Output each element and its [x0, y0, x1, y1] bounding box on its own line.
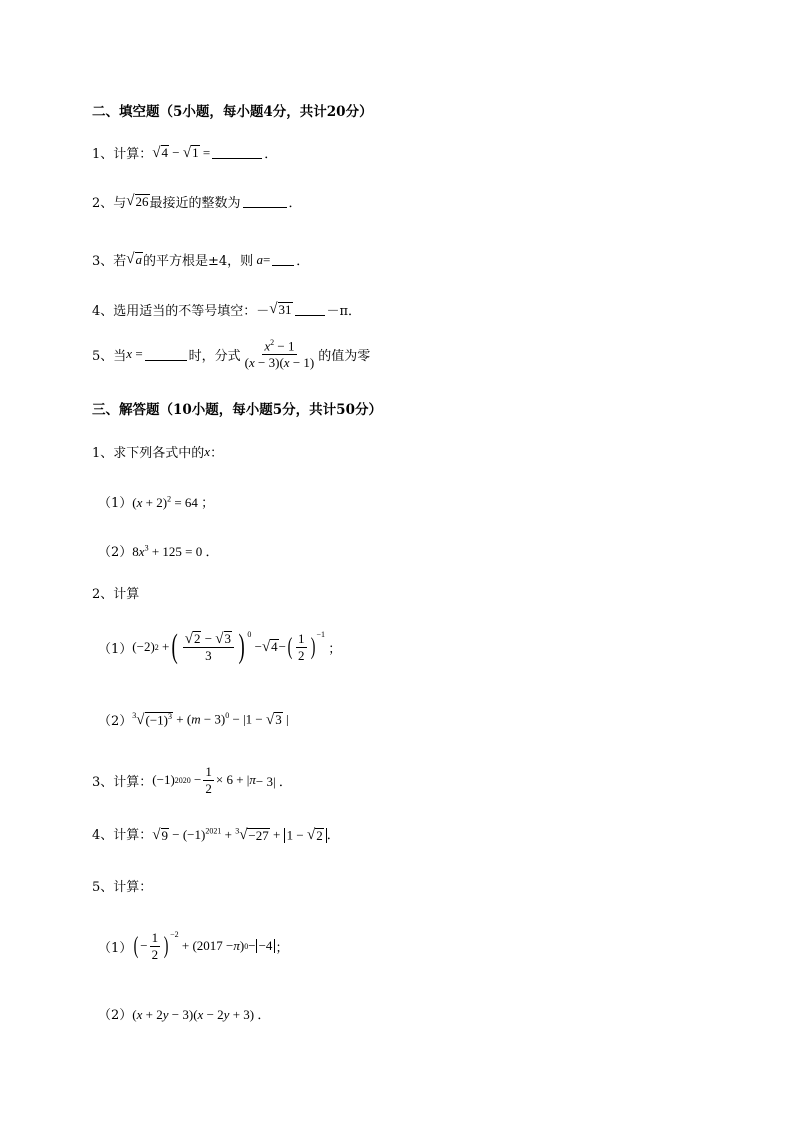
solve-question-5b: （2） (x + 2y − 3)(x − 2y + 3) ． [98, 1004, 270, 1023]
section-2-heading: 二、填空题（5小题，每小题4分，共计20分） [92, 104, 373, 120]
math-expression: $(x + 2)^2 = 64$ ； [132, 494, 215, 510]
fill-question-4: 4、选用适当的不等号填空：－ √ 31 －π． [92, 301, 362, 319]
math-expression: $8x^3 + 125 = 0$ ． [132, 543, 219, 559]
solve-question-3: 3、计算： (−1) 2020 − $\frac{1}{2}$ × 6 + | π − 3| ． [92, 764, 292, 796]
math-expression: √ 4 − √ 1 = [152, 144, 211, 161]
math-expression: (−2) 2 + ( √ 2 − √ 3 3 ) $^0$ − √ 4 − ( $\frac{1}{2}$ ) $^{-1}$ ； [132, 628, 342, 665]
solve-question-1b: （2） $8x^3 + 125 = 0$ ． [98, 541, 218, 560]
solve-question-2: 2、计算 [92, 587, 140, 602]
answer-blank[interactable] [295, 303, 325, 316]
answer-blank[interactable] [145, 348, 187, 361]
fill-question-3: 3、若 √ a 的平方根是±4，则 a = ． [92, 251, 310, 269]
math-expression: $^3$ √ $(-1)^3$ + $(m - 3)^0 - |1$ − √ 3 | [132, 711, 289, 728]
math-expression: √ 9 − $(-1)^{2021} + ^3$ √ −27 + 1 − √ 2 ． [152, 826, 340, 843]
math-expression: ( − $\frac{1}{2}$ ) $^{-2}$ + (2017 − π ) 0 − −4 ； [133, 930, 289, 962]
question-label: 1、计算： [92, 147, 153, 162]
solve-question-2a: （1） (−2) 2 + ( √ 2 − √ 3 3 ) $^0$ − √ 4 − ( $\frac{1}{2}$ ) $^{-1}$ ； [98, 628, 342, 665]
solve-question-1a: （1） $(x + 2)^2 = 64$ ； [98, 492, 214, 511]
solve-question-5: 5、计算： [92, 880, 153, 895]
answer-blank[interactable] [243, 195, 287, 208]
math-expression: √ 26 [126, 193, 149, 210]
math-expression: √ a [126, 251, 143, 268]
fill-question-2: 2、与 √ 26 最接近的整数为 ． [92, 193, 302, 211]
answer-blank[interactable] [272, 253, 294, 266]
section-3-heading: 三、解答题（10小题，每小题5分，共计50分） [92, 402, 382, 418]
answer-blank[interactable] [212, 146, 262, 159]
math-expression: (x + 2y − 3)(x − 2y + 3) ． [132, 1007, 271, 1022]
math-expression: √ 31 [269, 301, 292, 318]
math-expression: (−1) 2020 − $\frac{1}{2}$ × 6 + | π − 3| ． [152, 764, 292, 796]
math-fraction: $\frac{x^2 - 1}{(x - 3)(x - 1)}$ [244, 338, 315, 370]
solve-question-4: 4、计算： √ 9 − $(-1)^{2021} + ^3$ √ −27 + 1 − √ 2 ． [92, 824, 340, 843]
fill-question-1: 1、计算： √ 4 − √ 1 = ． [92, 144, 278, 162]
solve-question-2b: （2） $^3$ √ $(-1)^3$ + $(m - 3)^0 - |1$ − √ 3 | [98, 711, 289, 729]
solve-question-1: 1、求下列各式中的 x ： [92, 443, 224, 461]
solve-question-5a: （1） ( − $\frac{1}{2}$ ) $^{-2}$ + (2017 − π ) 0 − −4 ； [98, 930, 289, 962]
fill-question-5: 5、当 x = 时，分式 $\frac{x^2 - 1}{(x - 3)(x - 1)}$ 的值为零 [92, 338, 371, 370]
